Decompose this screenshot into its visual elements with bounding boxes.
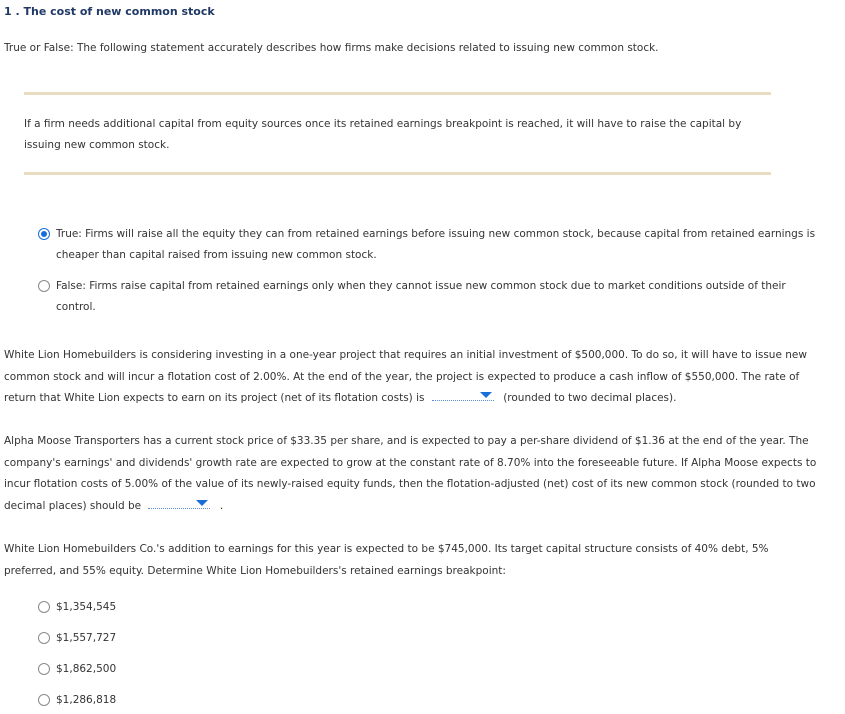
radio-selected-icon[interactable] [38,228,50,240]
radio-icon[interactable] [38,663,50,675]
statement-bottom-rule [24,172,771,175]
breakpoint-option-1[interactable] [38,599,116,615]
caret-down-icon[interactable] [480,392,492,398]
radio-icon[interactable] [38,601,50,613]
choice-true[interactable] [38,224,816,266]
breakpoint-option-3[interactable] [38,661,116,677]
statement-text: If a firm needs additional capital from equity sources once its retained earnings breakpoint is reached, it will have to raise the capital by issuing new common stock. [24,118,742,151]
breakpoint-option-label: $1,557,727 [56,632,117,644]
part3-paragraph [4,431,819,517]
part4-paragraph: White Lion Homebuilders Co.'s addition to earnings for this year is expected to be $745,000. Its target capital structure consists of 40% debt, 5% preferred, and 55% equity. Determine White Lion Homebuilders's retained earnings breakpoint: [4,543,769,577]
part3-text-after: . [219,499,224,512]
part2-paragraph [4,345,819,410]
breakpoint-option-label: $1,286,818 [56,694,117,706]
breakpoint-option-2[interactable] [38,630,116,646]
part2-text: White Lion Homebuilders is considering investing in a one-year project that requires an initial investment of $500,000. To do so, it will have to issue new common stock and will incur a flotation cost of 2.00%. At the end of the year, the project is expected to produce a cash inflow of $550,000. The rate of return that White Lion expects to earn on its project (net of its flotation costs) is [4,349,807,404]
radio-icon[interactable] [38,694,50,706]
breakpoint-option-label: $1,862,500 [56,663,117,675]
question-title: 1 . The cost of new common stock [4,5,215,18]
caret-down-icon[interactable] [196,500,208,506]
choice-false[interactable] [38,276,816,318]
statement-top-rule [24,92,771,95]
question-intro: True or False: The following statement accurately describes how firms make decisions related to issuing new common stock. [4,42,659,54]
radio-icon[interactable] [38,632,50,644]
choice-true-label: True: Firms will raise all the equity they can from retained earnings before issuing new common stock, because capital from retained earnings is cheaper than capital raised from issuing new common stock. [56,228,816,261]
radio-icon[interactable] [38,280,50,292]
part2-rate-dropdown[interactable] [432,388,494,401]
breakpoint-option-4[interactable] [38,692,116,708]
choice-false-label: False: Firms raise capital from retained earnings only when they cannot issue new common stock due to market conditions outside of their control. [56,280,786,313]
part3-cost-dropdown[interactable] [148,496,210,509]
breakpoint-option-label: $1,354,545 [56,601,117,613]
part3-text: Alpha Moose Transporters has a current stock price of $33.35 per share, and is expected to pay a per-share dividend of $1.36 at the end of the year. The company's earnings' and dividends' growth rate are expected to grow at the constant rate of 8.70% into the foreseeable future. If Alpha Moose expects to incur flotation costs of 5.00% of the value of its newly-raised equity funds, then the flotation-adjusted (net) cost of its new common stock (rounded to two decimal places) should be [4,435,817,512]
part2-text-after: (rounded to two decimal places). [503,392,677,404]
